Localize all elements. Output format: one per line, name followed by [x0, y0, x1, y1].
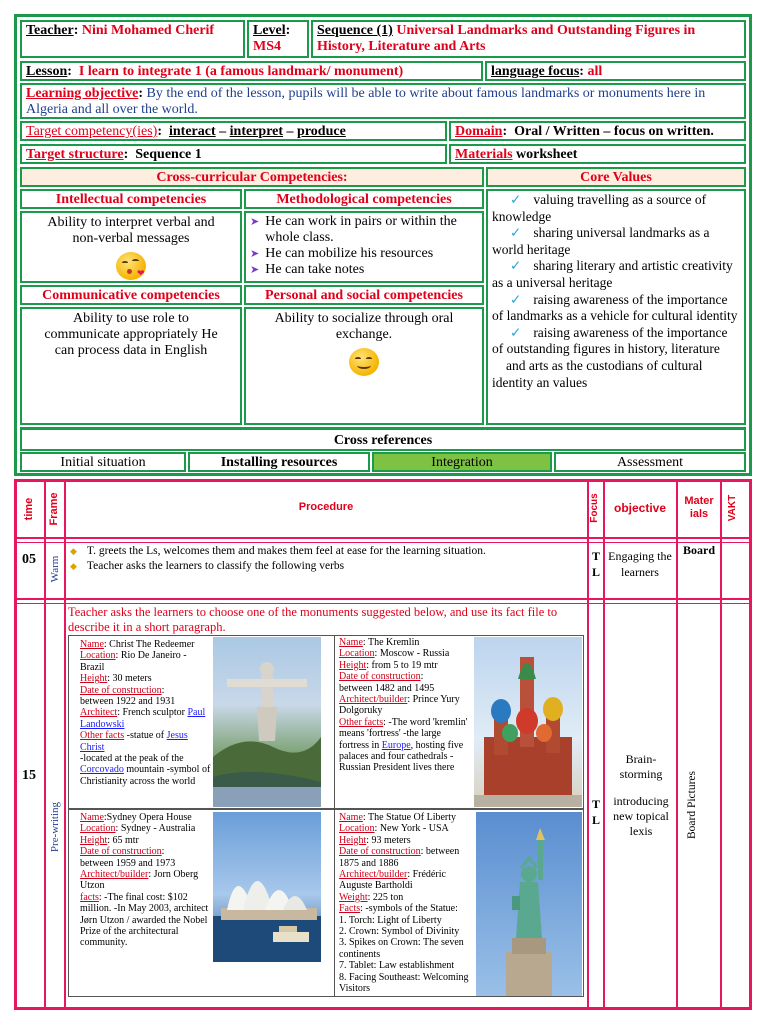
row2-frame: Pre-writing [49, 801, 61, 853]
check-icon: ✓ [510, 192, 522, 207]
arrow-bullet-icon: ➤ [250, 264, 260, 276]
structure-cell: Target structure: Sequence 1 [20, 144, 447, 164]
christ-redeemer-picture [213, 637, 321, 807]
core-values-body [486, 189, 746, 425]
objective-text: By the end of the lesson, pupils will be able to write about famous landmarks or monuments here in Algeria and all over the world. [26, 86, 706, 117]
cross-curricular-title: Cross-curricular Competencies: [156, 170, 348, 185]
materials-label: Materials [455, 147, 513, 162]
personal-text: Ability to socialize through oral exchange. [274, 311, 454, 342]
row1-step: ◆ T. greets the Ls, welcomes them and makes them feel at ease for the learning situation. [70, 545, 486, 557]
core-value-item: ✓ valuing travelling as a source of knowledge [492, 192, 707, 224]
level-cell: Level: MS4 [247, 20, 309, 58]
language-focus-label: language focus [491, 64, 580, 79]
row2-materials: Board Pictures [686, 770, 698, 840]
header-materials: Mater ials [684, 495, 714, 520]
core-values-title: Core Values [580, 170, 652, 185]
core-value-item: ✓ sharing literary and artistic creativity as a universal heritage [492, 258, 733, 290]
check-icon: ✓ [510, 291, 522, 307]
header-focus: Focus [589, 493, 600, 523]
pin-bullet-icon: ◆ [70, 546, 77, 556]
structure-label: Target structure [26, 147, 124, 162]
row1-objective: Engaging the learners [608, 549, 672, 579]
row1-frame: Warm [49, 555, 61, 583]
row2-instruction: Teacher asks the learners to choose one of the monuments suggested below, and use its fact file to describe it in a short paragraph. [68, 605, 558, 634]
row1-time: 05 [22, 552, 36, 567]
col-divider [64, 482, 66, 1007]
teacher-label: Teacher [26, 23, 74, 38]
row-divider [17, 598, 749, 600]
stage-assessment: Assessment [554, 452, 746, 472]
sydney-opera-house-picture [213, 812, 321, 962]
core-value-tail: and arts as the custodians of cultural identity an values [492, 357, 703, 390]
stage-integration: Integration [372, 452, 552, 472]
header-frame: Frame [48, 492, 60, 526]
grid-line [334, 636, 335, 996]
fact-file-sydney: Name:Sydney Opera House Location: Sydney - Australia Height: 65 mtr Date of construction: between 1959 and 1973 Architect/builder: Jorn Oberg Utzon facts: -The final cost: $102 million. -In May 2003, architect Jørn Utzon / awarded the Nobel Prize of the architectural community. [80, 812, 209, 949]
sequence-title: Universal Landmarks and Outstanding Figures in History, Literature and Arts [317, 23, 696, 54]
row-divider [17, 537, 749, 539]
cross-references-title-cell [20, 427, 746, 451]
language-focus-value: all [587, 64, 603, 79]
check-icon: ✓ [510, 225, 522, 241]
fact-file-kremlin: Name: The Kremlin Location: Moscow - Russia Height: from 5 to 19 mtr Date of construction: between 1482 and 1495 Architect/builder: Prince Yury Dolgoruky Other facts: -The word 'kremlin' means 'fortress' -the large fortress in Europe, hosting five palaces and four cathedrals -Russian President lives there [339, 637, 468, 774]
stage-installing: Installing resources [188, 452, 370, 472]
intellectual-body [20, 211, 242, 283]
smile-face-icon [349, 348, 379, 376]
core-value-item: ✓ raising awareness of the importance of outstanding figures in history, literature [492, 324, 728, 357]
competency-label: Target competency(ies) [26, 124, 158, 139]
cross-references-title: Cross references [333, 433, 433, 448]
level-value: MS4 [253, 39, 281, 54]
personal-title-cell [244, 285, 484, 305]
domain-label: Domain [455, 124, 503, 139]
fact-file-liberty: Name: The Statue Of Liberty Location: New York - USA Height: 93 meters Date of construction: between 1875 and 1886 Architect/builder: Frédéric Auguste Bartholdi Weight: 225 ton Facts: -symbols of the Statue: 1. Torch: Light of Liberty 2. Crown: Symbol of Divinity 3. Spikes on Crown: The seven continents 7. Tablet: Law establishment 8. Facing Southeast: Welcoming Visitors [339, 812, 469, 995]
row1-step: ◆ Teacher asks the learners to classify the following verbs [70, 560, 345, 572]
header-vakt: VAKT [727, 494, 738, 522]
header-procedure: Procedure [298, 501, 354, 513]
row-divider [17, 542, 749, 543]
row1-focus: T L [591, 549, 600, 579]
check-icon: ✓ [510, 258, 522, 274]
methodological-item: ➤ He can mobilize his resources [250, 246, 434, 261]
level-label: Level [253, 23, 286, 38]
communicative-body [20, 307, 242, 425]
intellectual-text: Ability to interpret verbal and non-verbal messages [47, 215, 215, 246]
intellectual-title: Intellectual competencies [55, 192, 207, 207]
teacher-cell: Teacher: Nini Mohamed Cherif [20, 20, 245, 58]
objective-label: Learning objective [26, 86, 139, 101]
sequence-cell [311, 20, 746, 58]
competency-2: interpret [229, 124, 284, 139]
domain-cell: Domain: Oral / Written – focus on written. [449, 121, 746, 141]
stage-initial: Initial situation [20, 452, 186, 472]
row1-steps [70, 544, 584, 574]
lesson-value: I learn to integrate 1 (a famous landmark/ monument) [78, 64, 404, 79]
col-divider [603, 482, 605, 1007]
arrow-bullet-icon: ➤ [250, 216, 260, 228]
materials-cell [449, 144, 746, 164]
row-divider [17, 603, 749, 604]
fact-file-christ: Name: Christ The Redeemer Location: Rio De Janeiro - Brazil Height: 30 meters Date of construction: between 1922 and 1931 Architect: French sculptor Paul Landowski Other facts -statue of Jesus Christ -located at the peak of the Corcovado mountain -symbol of Christianity across the world [80, 639, 211, 787]
col-divider [44, 482, 46, 1007]
communicative-text: Ability to use role to communicate appropriately He can process data in English [44, 311, 218, 358]
row2-objective-2: introducing new topical lexis [613, 794, 669, 838]
core-values-title-cell [486, 167, 746, 187]
competency-1: interact [168, 124, 216, 139]
methodological-title: Methodological competencies [276, 192, 452, 207]
row1-materials: Board [682, 543, 715, 557]
cross-curricular-title-cell [20, 167, 484, 187]
personal-title: Personal and social competencies [265, 288, 463, 303]
objective-cell: Learning objective: By the end of the lesson, pupils will be able to write about famous landmarks or monuments here in Algeria and all over the world. [20, 83, 746, 119]
header-objective: objective [613, 501, 667, 515]
col-divider [720, 482, 722, 1007]
core-value-item: ✓ raising awareness of the importance of landmarks as a vehicle for cultural identity [492, 291, 738, 324]
materials-value: worksheet [516, 147, 578, 162]
language-focus-cell: language focus: all [485, 61, 746, 81]
sequence-label: Sequence (1) [317, 23, 393, 38]
communicative-title: Communicative competencies [42, 288, 220, 303]
pin-bullet-icon: ◆ [70, 561, 77, 571]
lesson-label: Lesson [26, 64, 68, 79]
methodological-item: ➤ He can take notes [250, 262, 365, 277]
col-divider [676, 482, 678, 1007]
core-value-item: ✓ sharing universal landmarks as a world heritage [492, 225, 710, 257]
methodological-item: ➤ He can work in pairs or within the whole class. [250, 214, 457, 245]
kremlin-picture [474, 637, 582, 807]
personal-body [244, 307, 484, 425]
methodological-title-cell [244, 189, 484, 209]
row2-focus: T L [591, 797, 600, 827]
kiss-face-icon: ❤ [116, 252, 146, 280]
check-icon: ✓ [510, 324, 522, 340]
row2-time: 15 [22, 768, 36, 783]
lesson-cell: Lesson: I learn to integrate 1 (a famous landmark/ monument) [20, 61, 483, 81]
competency-cell: Target competency(ies): interact – interpret – produce [20, 121, 447, 141]
arrow-bullet-icon: ➤ [250, 248, 260, 260]
teacher-name: Nini Mohamed Cherif [81, 23, 215, 38]
statue-of-liberty-picture [476, 812, 582, 996]
structure-value: Sequence 1 [135, 147, 202, 162]
domain-value: Oral / Written – focus on written. [514, 124, 714, 139]
grid-line [69, 808, 584, 810]
competency-3: produce [297, 124, 346, 139]
communicative-title-cell [20, 285, 242, 305]
row2-objective-1: Brain-storming [619, 752, 663, 781]
intellectual-title-cell [20, 189, 242, 209]
header-time: time [23, 497, 35, 521]
methodological-body [244, 211, 484, 283]
